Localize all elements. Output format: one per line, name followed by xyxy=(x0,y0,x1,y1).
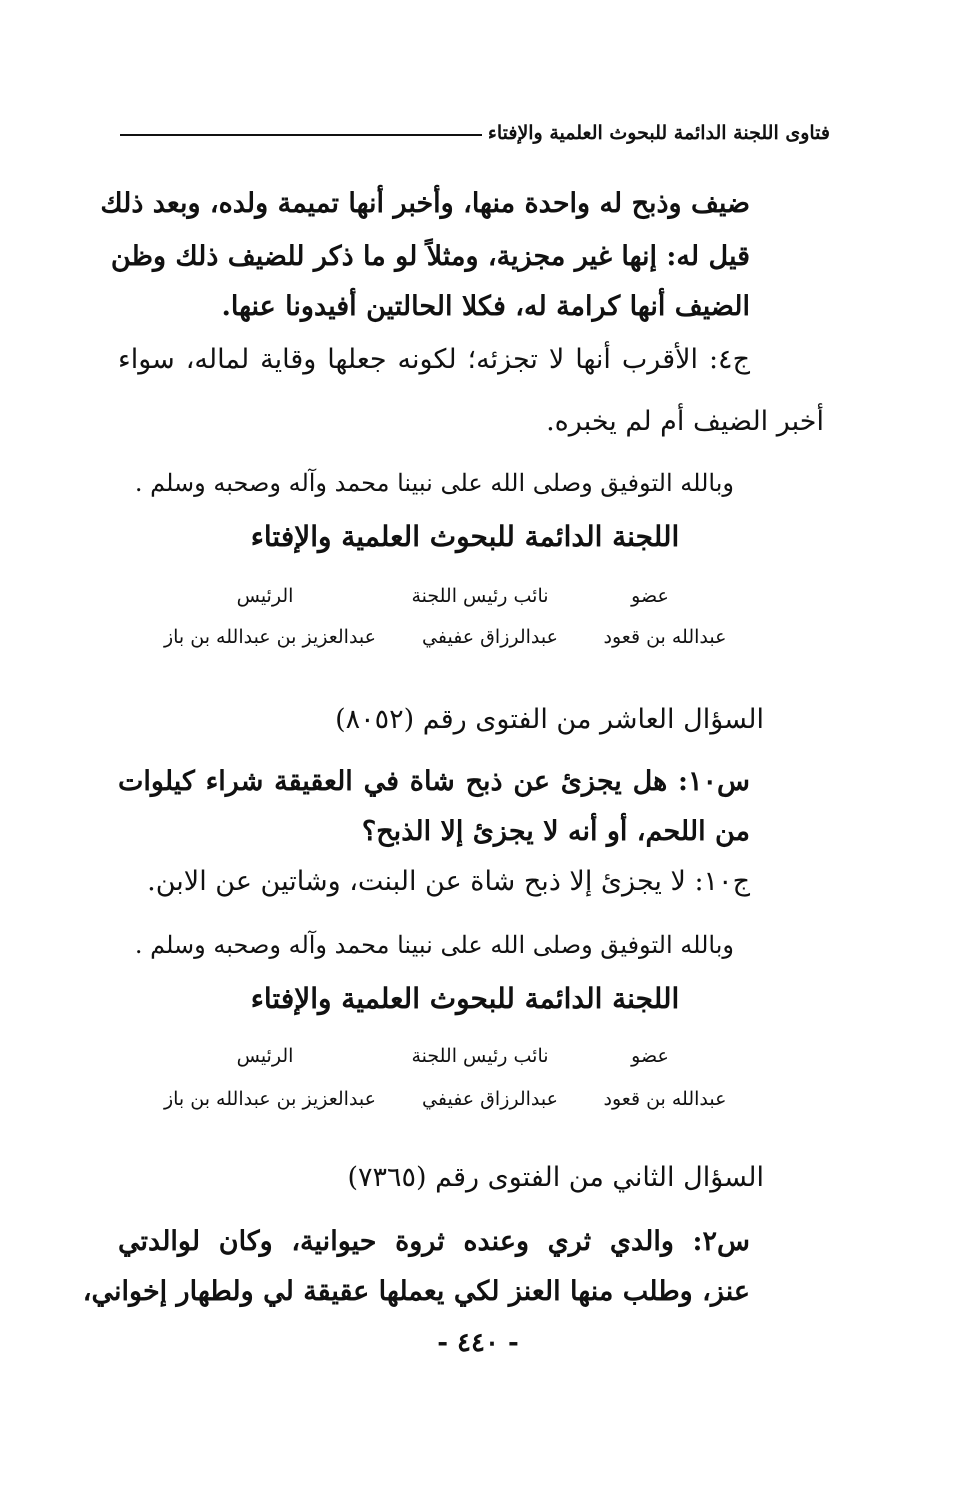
signature-name-member: عبدالله بن قعود xyxy=(603,626,727,648)
signature-title-chairman: الرئيس xyxy=(236,585,294,607)
question-text-line: الضيف أنها كرامة له، فكلا الحالتين أفيدونا عنها. xyxy=(221,291,750,322)
signature-name-chairman: عبدالعزيز بن عبدالله بن باز xyxy=(163,626,377,648)
question-text-line: ضيف وذبح له واحدة منها، وأخبر أنها تميمة ولده، وبعد ذلك xyxy=(100,188,750,219)
signature-names xyxy=(150,1088,740,1110)
fatwa-heading: السؤال العاشر من الفتوى رقم (٨٠٥٢) xyxy=(335,704,764,735)
question-text-line: عنز، وطلب منها العنز لكي يعملها عقيقة لي ولطهار إخواني، xyxy=(82,1276,750,1307)
answer-text-line: ج١٠: لا يجزئ إلا ذبح شاة عن البنت، وشاتين عن الابن. xyxy=(147,866,750,897)
running-header xyxy=(120,116,830,150)
signature-titles xyxy=(150,585,720,607)
question-text-line: س١٠: هل يجزئ عن ذبح شاة في العقيقة شراء كيلوات xyxy=(118,766,750,797)
signature-titles xyxy=(150,1045,720,1067)
closing-prayer: وبالله التوفيق وصلى الله على نبينا محمد وآله وصحبه وسلم . xyxy=(134,469,734,497)
running-header-title: فتاوى اللجنة الدائمة للبحوث العلمية والإفتاء xyxy=(487,122,830,144)
fatwa-heading: السؤال الثاني من الفتوى رقم (٧٣٦٥) xyxy=(347,1162,764,1193)
answer-text-line: ج٤: الأقرب أنها لا تجزئه؛ لكونه جعلها وقاية لماله، سواء xyxy=(118,344,750,375)
signature-name-vice-chairman: عبدالرزاق عفيفي xyxy=(422,1088,558,1110)
signature-title-vice-chairman: نائب رئيس اللجنة xyxy=(411,585,549,607)
signature-name-vice-chairman: عبدالرزاق عفيفي xyxy=(422,626,558,648)
answer-text-line: أخبر الضيف أم لم يخبره. xyxy=(546,406,824,437)
signature-names xyxy=(150,626,740,648)
committee-name: اللجنة الدائمة للبحوث العلمية والإفتاء xyxy=(250,982,680,1015)
closing-prayer: وبالله التوفيق وصلى الله على نبينا محمد وآله وصحبه وسلم . xyxy=(134,931,734,959)
signature-title-chairman: الرئيس xyxy=(236,1045,294,1067)
committee-name: اللجنة الدائمة للبحوث العلمية والإفتاء xyxy=(250,520,680,553)
signature-name-chairman: عبدالعزيز بن عبدالله بن باز xyxy=(163,1088,377,1110)
question-text-line: قيل له: إنها غير مجزية، ومثلاً لو ما ذكر للضيف ذلك وظن xyxy=(110,241,750,272)
signature-title-member: عضو xyxy=(631,1045,669,1067)
signature-title-member: عضو xyxy=(631,585,669,607)
page-number: - ٤٤٠ - xyxy=(437,1328,519,1358)
question-text-line: س٢: والدي ثري وعنده ثروة حيوانية، وكان لوالدتي xyxy=(118,1226,750,1257)
signature-name-member: عبدالله بن قعود xyxy=(603,1088,727,1110)
question-text-line: من اللحم، أو أنه لا يجزئ إلا الذبح؟ xyxy=(361,816,750,847)
running-header-rule xyxy=(120,134,482,136)
signature-title-vice-chairman: نائب رئيس اللجنة xyxy=(411,1045,549,1067)
